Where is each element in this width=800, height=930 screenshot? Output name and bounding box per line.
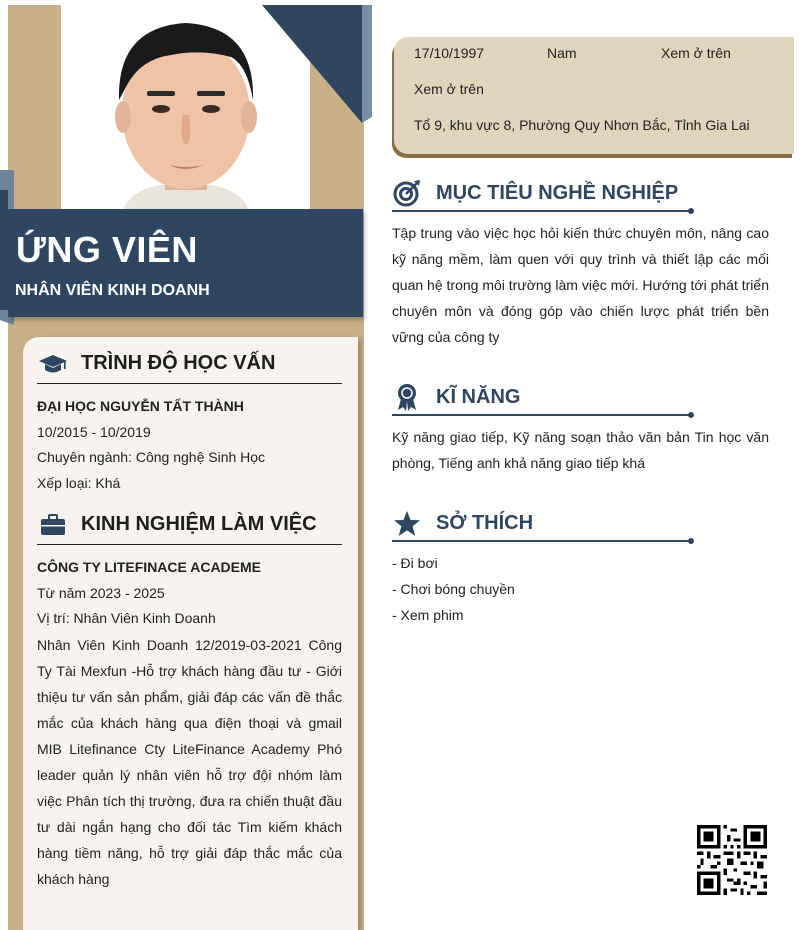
left-card [23,337,358,930]
award-ribbon-icon [392,382,422,412]
birthdate: 17/10/1997 [414,45,485,61]
email: Xem ở trên [414,81,484,97]
experience-header [37,505,342,545]
education-header [37,344,342,384]
hobby-item: - Đi bơi [392,555,438,571]
education-major: Chuyên ngành: Công nghệ Sinh Học [37,449,266,465]
hobbies-title: SỞ THÍCH [436,511,534,534]
objective-rule [392,210,692,212]
hobbies-list [392,550,769,628]
school-name: ĐẠI HỌC NGUYỄN TẤT THÀNH [37,398,244,414]
education-grade: Xếp loại: Khá [37,474,121,491]
experience-title: KINH NGHIỆM LÀM VIỆC [81,513,317,535]
target-icon [392,178,422,208]
experience-period: Từ năm 2023 - 2025 [37,584,165,601]
skills-title: KĨ NĂNG [436,385,521,408]
skills-rule [392,414,692,416]
company-name: CÔNG TY LITEFINACE ACADEME [37,559,262,575]
briefcase-icon [37,511,69,539]
phone: Xem ở trên [661,45,731,61]
education-title: TRÌNH ĐỘ HỌC VẤN [81,352,276,374]
candidate-name: ỨNG VIÊN [16,229,198,270]
address: Tổ 9, khu vực 8, Phường Quy Nhơn Bắc, Tỉnh Gia Lai [414,117,750,133]
personal-info-box [394,37,794,154]
objective-text: Tập trung vào việc học hỏi kiến thức chuyên môn, nâng cao kỹ năng mềm, làm quen với quy trình và thiết lập các mối quan hệ trong môi trường làm việc mới. Hướng tới phát triển chuyên môn và đóng góp vào chiến lược phát triển bền vững của công ty [392,225,769,345]
education-period: 10/2015 - 10/2019 [37,423,151,440]
star-icon [392,508,422,538]
qr-code [697,825,767,895]
experience-description: Nhân Viên Kinh Doanh 12/2019-03-2021 Công Ty Tài Mexfun -Hỗ trợ khách hàng đầu tư - Giới thiệu tư vấn sản phẩm, giải đáp các vấn đề thắc mắc của khách hàng qua điện thoại và gmail MIB Litefinance Cty LiteFinance Academy Phó leader quản lý nhân viên hỗ trợ đội nhóm làm việc Phân tích thị trường, đưa ra chiến thuật đầu tư dài ngắn hạng cho đối tác Tìm kiếm khách hàng tiềm năng, hỗ trợ giải đáp thắc mắc của khách hàng [37,636,342,887]
name-banner [8,209,363,317]
graduation-cap-icon [37,350,69,378]
photo-corner-ribbon [262,5,372,125]
experience-block [37,555,342,892]
hobbies-rule [392,540,692,542]
skills-header [392,377,692,417]
objective-header [392,173,692,213]
hobby-item: - Chơi bóng chuyền [392,581,515,597]
gender: Nam [547,45,577,61]
objective-title: MỤC TIÊU NGHỀ NGHIỆP [436,181,679,204]
education-block [37,394,342,496]
candidate-position: NHÂN VIÊN KINH DOANH [15,282,210,299]
hobby-item: - Xem phim [392,607,464,623]
hobbies-header [392,503,692,543]
experience-role: Vị trí: Nhân Viên Kinh Doanh [37,610,216,626]
skills-text: Kỹ năng giao tiếp, Kỹ năng soạn thảo văn bản Tin học văn phòng, Tiếng anh khả năng giao tiếp khá [392,429,769,471]
